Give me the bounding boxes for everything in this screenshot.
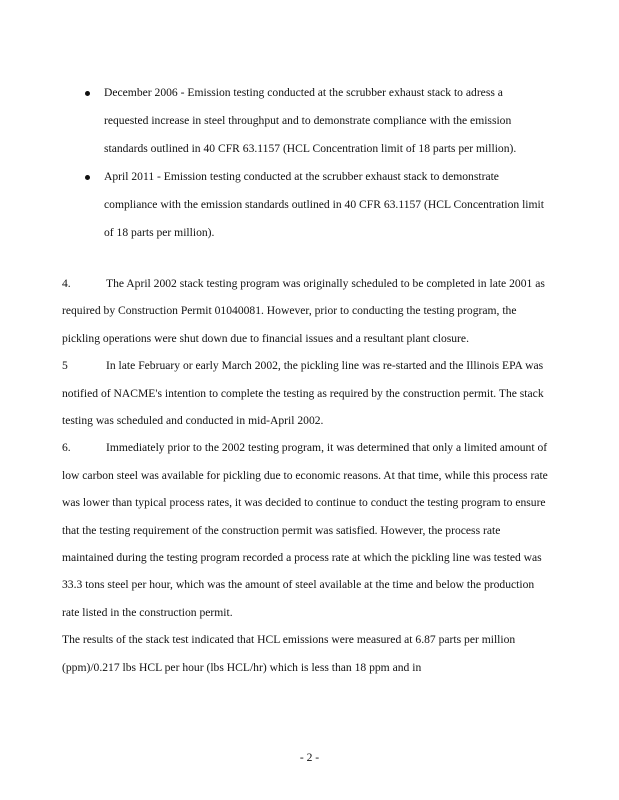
paragraph-number: 5 [62, 359, 68, 373]
bullet-icon [85, 91, 90, 96]
paragraph-6 [62, 434, 550, 626]
paragraph-text: Immediately prior to the 2002 testing program, it was determined that only a limited amount of low carbon steel was available for pickling due to economic reasons. At that time, while this process rate was lower than typical process rates, it was decided to continue to conduct the testing program to ensure that the testing requirement of the construction permit was satisfied. However, the process rate maintained during the testing program recorded a process rate at which the pickling line was tested was 33.3 tons steel per hour, which was the amount of steel available at the time and below the production rate listed in the construction permit. [62, 441, 548, 619]
bullet-text: April 2011 - Emission testing conducted at the scrubber exhaust stack to demonstrate compliance with the emission standards outlined in 40 CFR 63.1157 (HCL Concentration limit of 18 parts per million). [104, 170, 544, 239]
paragraph-5 [62, 352, 550, 434]
page-number: - 2 - [299, 751, 320, 764]
bullet-item-april-2011 [80, 163, 550, 247]
body-text [62, 270, 550, 681]
bullet-list [80, 79, 550, 247]
paragraph-number: 6. [62, 441, 71, 455]
bullet-item-december-2006 [80, 79, 550, 163]
paragraph-text: The April 2002 stack testing program was originally scheduled to be completed in late 2001 as required by Construction Permit 01040081. However, prior to conducting the testing program, the pickling operations were shut down due to financial issues and a resultant plant closure. [62, 277, 545, 345]
paragraph-results [62, 626, 550, 681]
paragraph-number: 4. [62, 277, 71, 290]
bullet-text: December 2006 - Emission testing conducted at the scrubber exhaust stack to adress a requested increase in steel throughput and to demonstrate compliance with the emission standards outlined in 40 CFR 63.1157 (HCL Concentration limit of 18 parts per million). [104, 86, 517, 155]
paragraph-text: In late February or early March 2002, the pickling line was re-started and the Illinois EPA was notified of NACME's intention to complete the testing as required by the construction permit. The stack testing was scheduled and conducted in mid-April 2002. [62, 359, 544, 428]
paragraph-4 [62, 270, 550, 352]
bullet-icon [85, 175, 90, 180]
paragraph-text: The results of the stack test indicated that HCL emissions were measured at 6.87 parts per million (ppm)/0.217 lbs HCL per hour (lbs HCL/hr) which is less than 18 ppm and in [62, 633, 516, 674]
